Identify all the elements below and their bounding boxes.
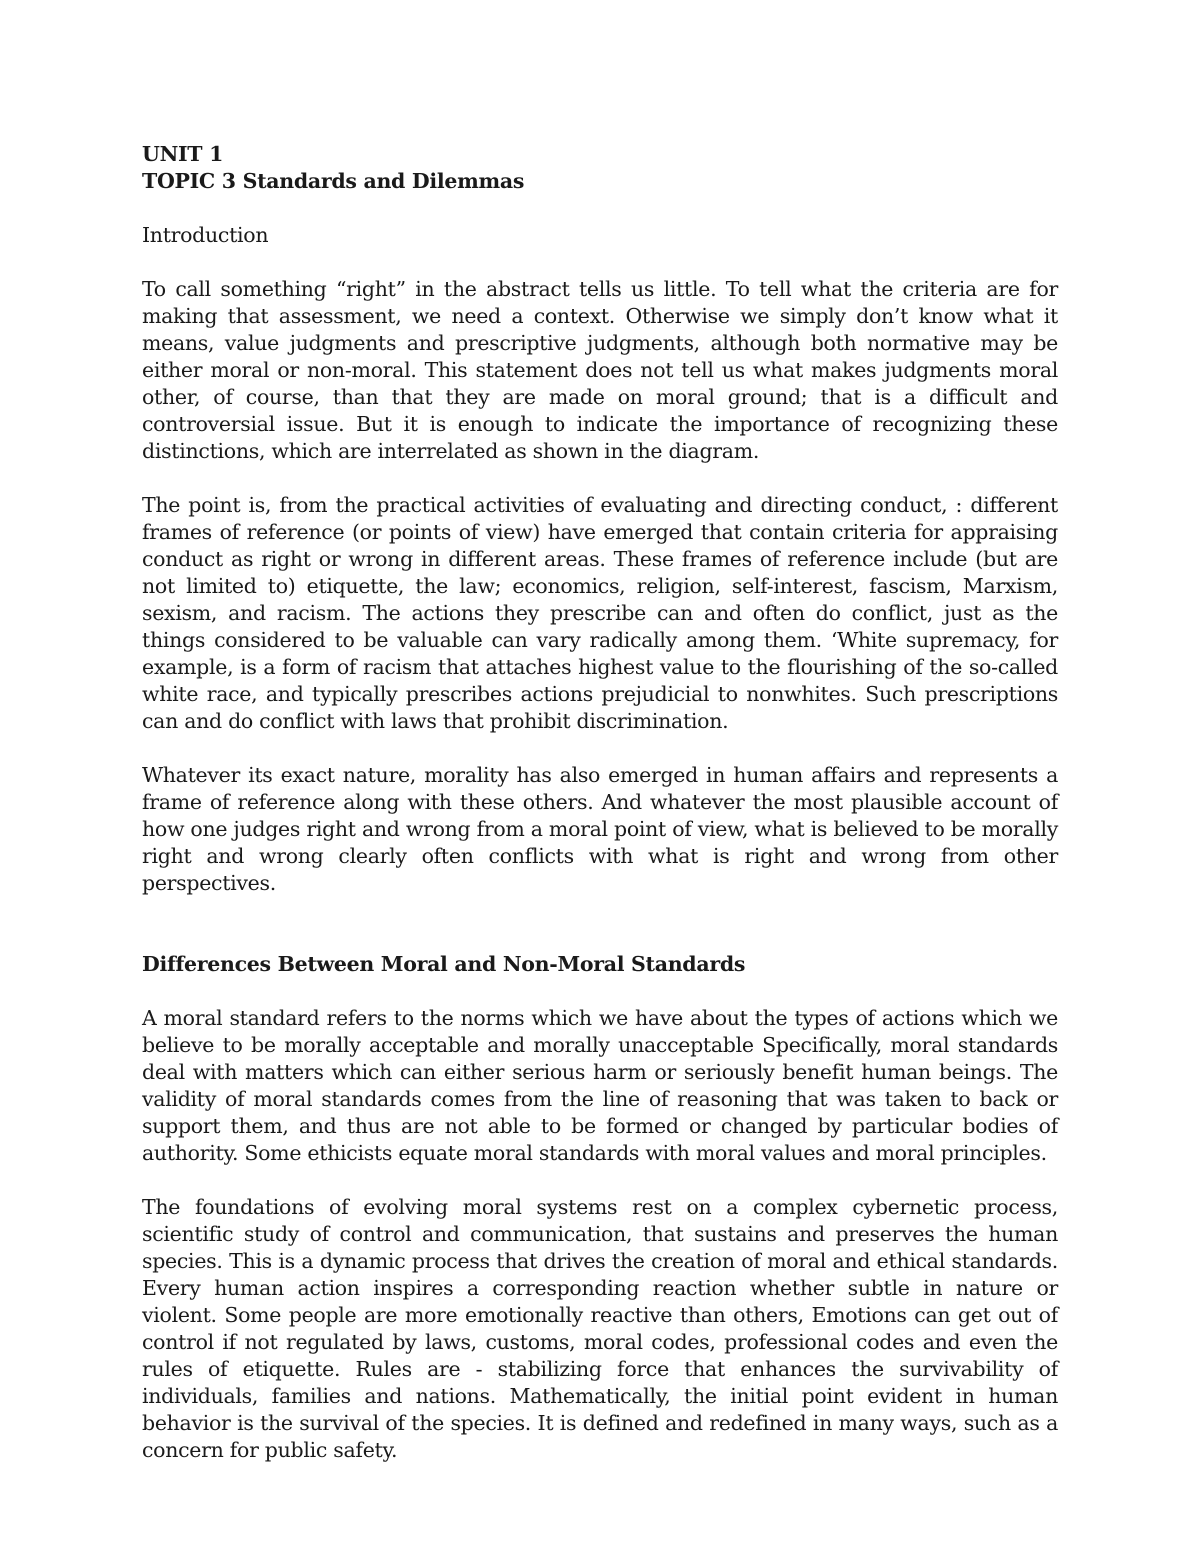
intro-paragraph-3: Whatever its exact nature, morality has also emerged in human affairs and represents a frame of reference along with these others. And whatever the most plausible account of how one judges right and wrong from a moral point of view, what is believed to be morally right and wrong clearly often conflicts with what is right and wrong from other perspectives. (142, 763, 1058, 895)
intro-heading: Introduction (142, 223, 269, 247)
section-paragraph-2: The foundations of evolving moral systems rest on a complex cybernetic process, scientific study of control and communication, that sustains and preserves the human species. This is a dynamic process that drives the creation of moral and ethical standards. Every human action inspires a corresponding reaction whether subtle in nature or violent. Some people are more emotionally reactive than others, Emotions can get out of control if not regulated by laws, customs, moral codes, professional codes and even the rules of etiquette. Rules are - stabilizing force that enhances the survivability of individuals, families and nations. Mathematically, the initial point evident in human behavior is the survival of the species. It is defined and redefined in many ways, such as a concern for public safety. (142, 1195, 1058, 1462)
unit-label: UNIT 1 (142, 142, 224, 166)
intro-paragraph-2: The point is, from the practical activities of evaluating and directing conduct, : different frames of reference (or points of view) have emerged that contain criteria for appraising conduct as right or wrong in different areas. These frames of reference include (but are not limited to) etiquette, the law; economics, religion, self-interest, fascism, Marxism, sexism, and racism. The actions they prescribe can and often do conflict, just as the things considered to be valuable can vary radically among them. ‘White supremacy, for example, is a form of racism that attaches highest value to the flourishing of the so-called white race, and typically prescribes actions prejudicial to nonwhites. Such prescriptions can and do conflict with laws that prohibit discrimination. (142, 493, 1058, 733)
section-paragraph-1: A moral standard refers to the norms which we have about the types of actions which we believe to be morally acceptable and morally unacceptable Specifically, moral standards deal with matters which can either serious harm or seriously benefit human beings. The validity of moral standards comes from the line of reasoning that was taken to back or support them, and thus are not able to be formed or changed by particular bodies of authority. Some ethicists equate moral standards with moral values and moral principles. (142, 1006, 1058, 1165)
document-page (142, 141, 1058, 1464)
section-heading: Differences Between Moral and Non-Moral Standards (142, 952, 746, 976)
intro-paragraph-1: To call something “right” in the abstract tells us little. To tell what the criteria are for making that assessment, we need a context. Otherwise we simply don’t know what it means, value judgments and prescriptive judgments, although both normative may be either moral or non-moral. This statement does not tell us what makes judgments moral other, of course, than that they are made on moral ground; that is a difficult and controversial issue. But it is enough to indicate the importance of recognizing these distinctions, which are interrelated as shown in the diagram. (142, 277, 1058, 463)
topic-title: TOPIC 3 Standards and Dilemmas (142, 169, 525, 193)
